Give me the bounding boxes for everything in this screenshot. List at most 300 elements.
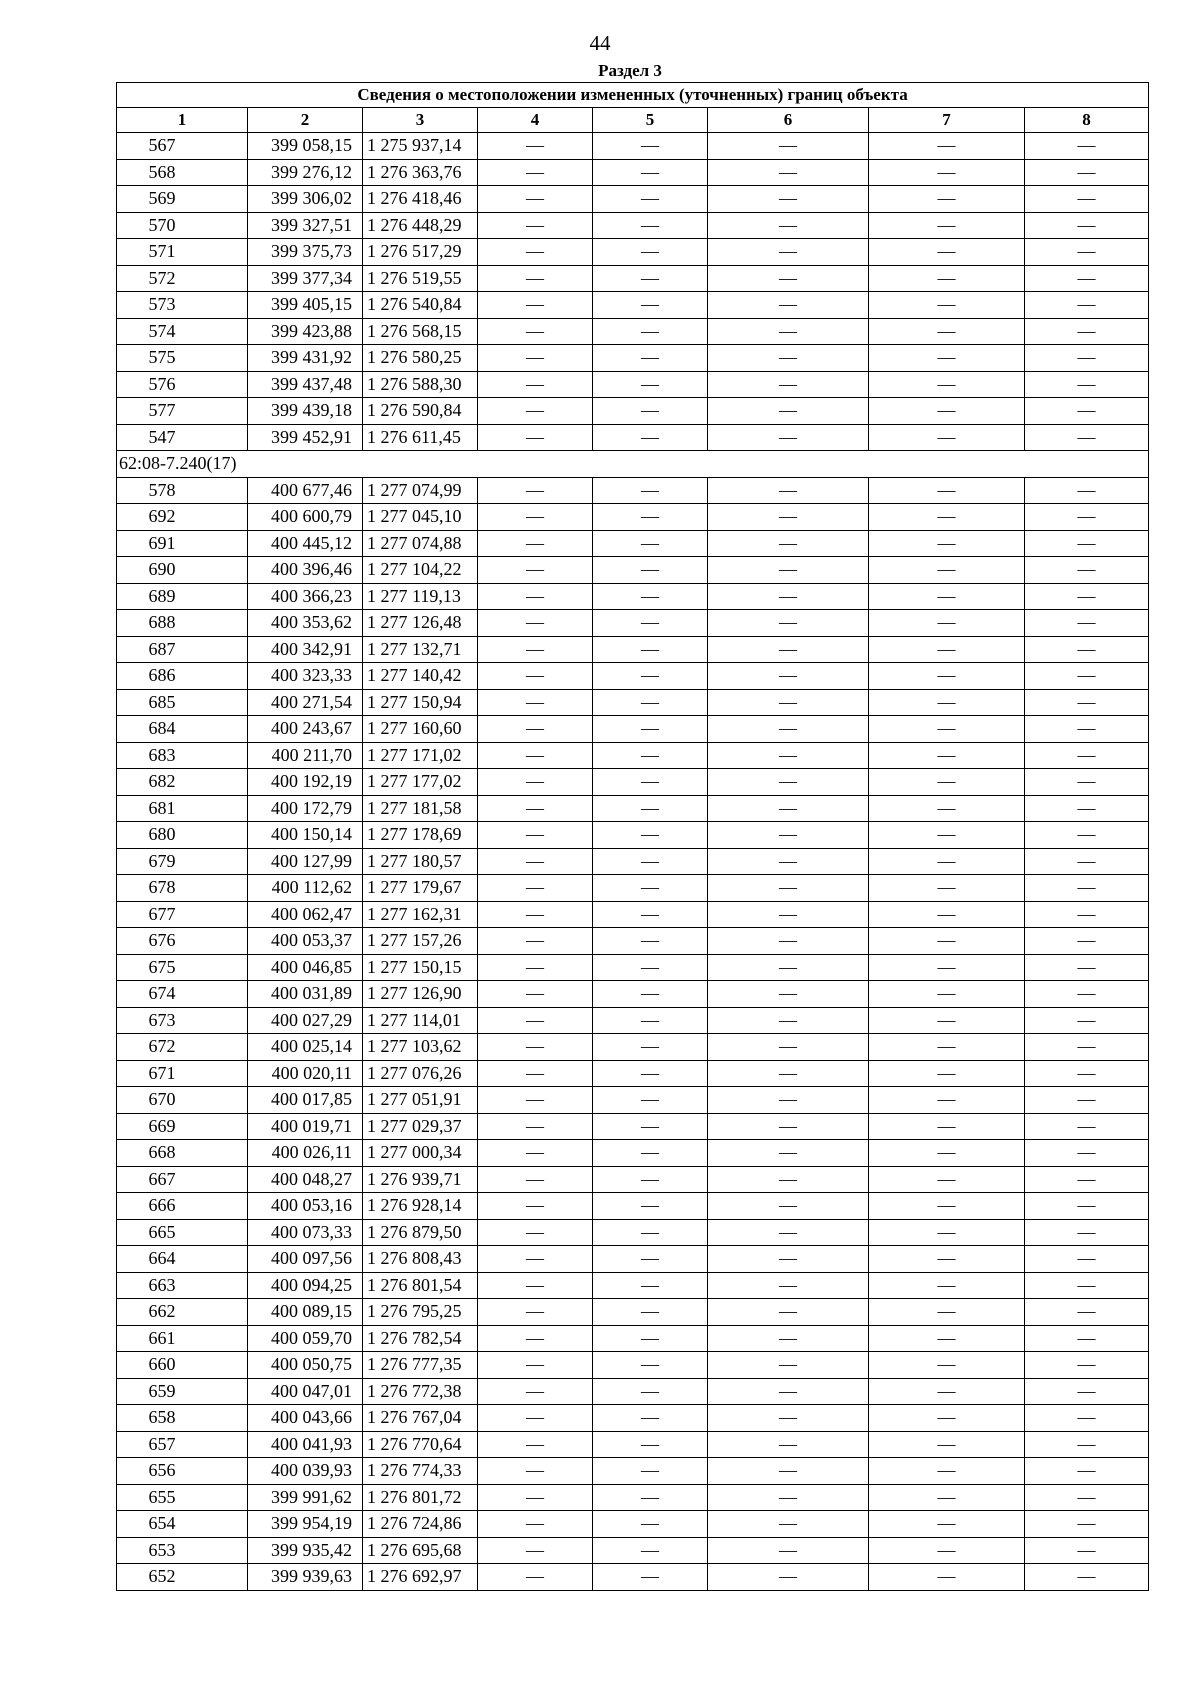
coordinate-x: 400 043,66 (248, 1405, 363, 1432)
empty-value-dash: — (593, 901, 708, 928)
empty-value-dash: — (1025, 1511, 1149, 1538)
coordinate-y: 1 277 126,90 (363, 981, 478, 1008)
empty-value-dash: — (478, 239, 593, 266)
empty-value-dash: — (593, 1564, 708, 1591)
empty-value-dash: — (593, 477, 708, 504)
coordinate-y: 1 276 772,38 (363, 1378, 478, 1405)
coordinate-x: 399 306,02 (248, 186, 363, 213)
table-row (117, 1325, 1149, 1352)
empty-value-dash: — (708, 954, 869, 981)
point-number: 679 (117, 848, 248, 875)
point-number: 660 (117, 1352, 248, 1379)
column-number: 1 (117, 108, 248, 133)
coordinate-y: 1 276 692,97 (363, 1564, 478, 1591)
empty-value-dash: — (593, 1113, 708, 1140)
empty-value-dash: — (1025, 1352, 1149, 1379)
table-row (117, 1034, 1149, 1061)
empty-value-dash: — (478, 848, 593, 875)
empty-value-dash: — (593, 371, 708, 398)
column-number: 3 (363, 108, 478, 133)
empty-value-dash: — (478, 901, 593, 928)
coordinate-y: 1 276 782,54 (363, 1325, 478, 1352)
coordinate-x: 400 150,14 (248, 822, 363, 849)
empty-value-dash: — (708, 1564, 869, 1591)
coordinate-y: 1 277 150,94 (363, 689, 478, 716)
empty-value-dash: — (708, 398, 869, 425)
empty-value-dash: — (593, 795, 708, 822)
empty-value-dash: — (478, 928, 593, 955)
coordinate-y: 1 276 879,50 (363, 1219, 478, 1246)
empty-value-dash: — (478, 212, 593, 239)
coordinate-y: 1 277 181,58 (363, 795, 478, 822)
point-number: 657 (117, 1431, 248, 1458)
empty-value-dash: — (869, 742, 1025, 769)
point-number: 677 (117, 901, 248, 928)
point-number: 653 (117, 1537, 248, 1564)
empty-value-dash: — (708, 1219, 869, 1246)
coordinate-x: 400 323,33 (248, 663, 363, 690)
point-number: 684 (117, 716, 248, 743)
coordinate-x: 400 192,19 (248, 769, 363, 796)
empty-value-dash: — (1025, 477, 1149, 504)
empty-value-dash: — (869, 265, 1025, 292)
table-row (117, 1431, 1149, 1458)
table-row (117, 795, 1149, 822)
table-row (117, 159, 1149, 186)
empty-value-dash: — (708, 1405, 869, 1432)
empty-value-dash: — (1025, 610, 1149, 637)
empty-value-dash: — (1025, 239, 1149, 266)
table-row (117, 1564, 1149, 1591)
coordinate-x: 400 366,23 (248, 583, 363, 610)
coordinate-x: 400 600,79 (248, 504, 363, 531)
empty-value-dash: — (478, 636, 593, 663)
coordinate-x: 400 019,71 (248, 1113, 363, 1140)
coordinate-y: 1 276 777,35 (363, 1352, 478, 1379)
empty-value-dash: — (869, 1537, 1025, 1564)
point-number: 669 (117, 1113, 248, 1140)
coordinate-x: 400 445,12 (248, 530, 363, 557)
empty-value-dash: — (1025, 504, 1149, 531)
coordinate-y: 1 276 568,15 (363, 318, 478, 345)
empty-value-dash: — (708, 530, 869, 557)
empty-value-dash: — (708, 1060, 869, 1087)
table-row (117, 1193, 1149, 1220)
point-number: 658 (117, 1405, 248, 1432)
table-row (117, 1511, 1149, 1538)
coordinate-y: 1 277 150,15 (363, 954, 478, 981)
empty-value-dash: — (1025, 557, 1149, 584)
coordinate-y: 1 277 160,60 (363, 716, 478, 743)
point-number: 575 (117, 345, 248, 372)
empty-value-dash: — (478, 742, 593, 769)
empty-value-dash: — (478, 1007, 593, 1034)
coordinate-y: 1 277 179,67 (363, 875, 478, 902)
coordinate-x: 400 026,11 (248, 1140, 363, 1167)
empty-value-dash: — (478, 318, 593, 345)
empty-value-dash: — (593, 133, 708, 160)
empty-value-dash: — (478, 371, 593, 398)
coordinate-y: 1 277 051,91 (363, 1087, 478, 1114)
point-number: 659 (117, 1378, 248, 1405)
empty-value-dash: — (708, 1140, 869, 1167)
empty-value-dash: — (593, 1484, 708, 1511)
coordinate-x: 400 039,93 (248, 1458, 363, 1485)
empty-value-dash: — (869, 1246, 1025, 1273)
coordinate-y: 1 275 937,14 (363, 133, 478, 160)
coordinate-x: 400 017,85 (248, 1087, 363, 1114)
empty-value-dash: — (708, 610, 869, 637)
coordinate-y: 1 276 801,72 (363, 1484, 478, 1511)
empty-value-dash: — (869, 1299, 1025, 1326)
point-number: 572 (117, 265, 248, 292)
empty-value-dash: — (869, 610, 1025, 637)
empty-value-dash: — (593, 1537, 708, 1564)
table-caption: Сведения о местоположении измененных (уточненных) границ объекта (117, 83, 1149, 108)
empty-value-dash: — (708, 557, 869, 584)
empty-value-dash: — (593, 1060, 708, 1087)
empty-value-dash: — (708, 795, 869, 822)
empty-value-dash: — (869, 1352, 1025, 1379)
table-row (117, 875, 1149, 902)
empty-value-dash: — (478, 663, 593, 690)
empty-value-dash: — (593, 1352, 708, 1379)
table-caption-row (117, 83, 1149, 108)
empty-value-dash: — (708, 1484, 869, 1511)
table-row (117, 1140, 1149, 1167)
empty-value-dash: — (593, 186, 708, 213)
coordinate-y: 1 277 157,26 (363, 928, 478, 955)
table-row (117, 610, 1149, 637)
empty-value-dash: — (1025, 875, 1149, 902)
table-row (117, 1007, 1149, 1034)
table-row (117, 769, 1149, 796)
column-number: 7 (869, 108, 1025, 133)
table-row (117, 1272, 1149, 1299)
coordinate-x: 400 050,75 (248, 1352, 363, 1379)
empty-value-dash: — (708, 133, 869, 160)
empty-value-dash: — (593, 424, 708, 451)
empty-value-dash: — (593, 1219, 708, 1246)
coordinate-y: 1 277 076,26 (363, 1060, 478, 1087)
point-number: 688 (117, 610, 248, 637)
empty-value-dash: — (869, 795, 1025, 822)
coordinate-x: 400 243,67 (248, 716, 363, 743)
page-number: 44 (589, 31, 611, 55)
empty-value-dash: — (869, 716, 1025, 743)
coordinate-x: 399 327,51 (248, 212, 363, 239)
empty-value-dash: — (869, 822, 1025, 849)
empty-value-dash: — (708, 424, 869, 451)
empty-value-dash: — (593, 1140, 708, 1167)
empty-value-dash: — (869, 1325, 1025, 1352)
empty-value-dash: — (478, 1537, 593, 1564)
empty-value-dash: — (593, 1325, 708, 1352)
empty-value-dash: — (478, 1484, 593, 1511)
table-row (117, 557, 1149, 584)
coordinate-x: 399 377,34 (248, 265, 363, 292)
empty-value-dash: — (869, 1484, 1025, 1511)
point-number: 661 (117, 1325, 248, 1352)
empty-value-dash: — (708, 636, 869, 663)
empty-value-dash: — (1025, 928, 1149, 955)
empty-value-dash: — (708, 318, 869, 345)
coordinate-x: 400 112,62 (248, 875, 363, 902)
table-row (117, 1166, 1149, 1193)
empty-value-dash: — (593, 716, 708, 743)
empty-value-dash: — (1025, 265, 1149, 292)
coordinate-y: 1 276 517,29 (363, 239, 478, 266)
coordinate-x: 399 452,91 (248, 424, 363, 451)
empty-value-dash: — (593, 636, 708, 663)
point-number: 685 (117, 689, 248, 716)
table-row (117, 928, 1149, 955)
empty-value-dash: — (869, 557, 1025, 584)
table-row (117, 1405, 1149, 1432)
coordinate-x: 400 677,46 (248, 477, 363, 504)
table-row (117, 424, 1149, 451)
coordinate-y: 1 276 588,30 (363, 371, 478, 398)
empty-value-dash: — (478, 530, 593, 557)
table-row (117, 901, 1149, 928)
empty-value-dash: — (593, 1378, 708, 1405)
point-number: 570 (117, 212, 248, 239)
table-row (117, 822, 1149, 849)
empty-value-dash: — (869, 1219, 1025, 1246)
point-number: 667 (117, 1166, 248, 1193)
empty-value-dash: — (708, 1113, 869, 1140)
empty-value-dash: — (1025, 716, 1149, 743)
empty-value-dash: — (593, 1299, 708, 1326)
point-number: 569 (117, 186, 248, 213)
point-number: 655 (117, 1484, 248, 1511)
coordinate-x: 400 046,85 (248, 954, 363, 981)
table-row (117, 477, 1149, 504)
empty-value-dash: — (708, 1378, 869, 1405)
table-row (117, 212, 1149, 239)
empty-value-dash: — (708, 1272, 869, 1299)
empty-value-dash: — (1025, 901, 1149, 928)
empty-value-dash: — (708, 1007, 869, 1034)
empty-value-dash: — (869, 1193, 1025, 1220)
point-number: 671 (117, 1060, 248, 1087)
table-row (117, 636, 1149, 663)
table-row (117, 1537, 1149, 1564)
coordinate-y: 1 277 114,01 (363, 1007, 478, 1034)
point-number: 670 (117, 1087, 248, 1114)
empty-value-dash: — (593, 928, 708, 955)
coordinate-x: 399 375,73 (248, 239, 363, 266)
coordinate-y: 1 277 074,88 (363, 530, 478, 557)
empty-value-dash: — (869, 954, 1025, 981)
point-number: 652 (117, 1564, 248, 1591)
section-title: Раздел 3 (598, 61, 662, 80)
empty-value-dash: — (593, 1431, 708, 1458)
column-number: 5 (593, 108, 708, 133)
empty-value-dash: — (478, 954, 593, 981)
empty-value-dash: — (1025, 186, 1149, 213)
point-number: 666 (117, 1193, 248, 1220)
coordinate-y: 1 276 695,68 (363, 1537, 478, 1564)
empty-value-dash: — (478, 1219, 593, 1246)
empty-value-dash: — (593, 1087, 708, 1114)
empty-value-dash: — (1025, 742, 1149, 769)
coordinate-x: 400 059,70 (248, 1325, 363, 1352)
table-row (117, 265, 1149, 292)
coordinate-y: 1 276 928,14 (363, 1193, 478, 1220)
point-number: 662 (117, 1299, 248, 1326)
coordinate-x: 400 097,56 (248, 1246, 363, 1273)
empty-value-dash: — (1025, 822, 1149, 849)
empty-value-dash: — (708, 822, 869, 849)
coordinate-x: 400 089,15 (248, 1299, 363, 1326)
empty-value-dash: — (869, 239, 1025, 266)
coordinate-x: 400 025,14 (248, 1034, 363, 1061)
empty-value-dash: — (1025, 530, 1149, 557)
coordinate-y: 1 277 029,37 (363, 1113, 478, 1140)
coordinate-y: 1 277 126,48 (363, 610, 478, 637)
empty-value-dash: — (869, 477, 1025, 504)
empty-value-dash: — (593, 1034, 708, 1061)
empty-value-dash: — (708, 1352, 869, 1379)
empty-value-dash: — (869, 769, 1025, 796)
coordinate-y: 1 277 171,02 (363, 742, 478, 769)
column-number: 8 (1025, 108, 1149, 133)
empty-value-dash: — (1025, 1405, 1149, 1432)
empty-value-dash: — (1025, 1007, 1149, 1034)
empty-value-dash: — (593, 1193, 708, 1220)
empty-value-dash: — (593, 981, 708, 1008)
coordinate-y: 1 276 418,46 (363, 186, 478, 213)
empty-value-dash: — (1025, 1034, 1149, 1061)
empty-value-dash: — (869, 530, 1025, 557)
empty-value-dash: — (708, 716, 869, 743)
point-number: 576 (117, 371, 248, 398)
coordinate-x: 399 939,63 (248, 1564, 363, 1591)
coordinate-y: 1 276 808,43 (363, 1246, 478, 1273)
empty-value-dash: — (708, 1458, 869, 1485)
empty-value-dash: — (593, 583, 708, 610)
empty-value-dash: — (593, 1458, 708, 1485)
empty-value-dash: — (708, 848, 869, 875)
coordinate-x: 400 342,91 (248, 636, 363, 663)
empty-value-dash: — (593, 875, 708, 902)
table-row (117, 1113, 1149, 1140)
empty-value-dash: — (708, 212, 869, 239)
empty-value-dash: — (593, 742, 708, 769)
point-number: 567 (117, 133, 248, 160)
empty-value-dash: — (869, 1458, 1025, 1485)
point-number: 665 (117, 1219, 248, 1246)
point-number: 663 (117, 1272, 248, 1299)
point-number: 672 (117, 1034, 248, 1061)
empty-value-dash: — (869, 981, 1025, 1008)
table-row (117, 848, 1149, 875)
empty-value-dash: — (1025, 1272, 1149, 1299)
coordinate-x: 400 073,33 (248, 1219, 363, 1246)
coordinate-y: 1 277 074,99 (363, 477, 478, 504)
column-number-row (117, 108, 1149, 133)
empty-value-dash: — (478, 1378, 593, 1405)
empty-value-dash: — (478, 133, 593, 160)
coordinate-y: 1 276 540,84 (363, 292, 478, 319)
point-number: 577 (117, 398, 248, 425)
empty-value-dash: — (593, 1511, 708, 1538)
empty-value-dash: — (593, 954, 708, 981)
empty-value-dash: — (708, 292, 869, 319)
empty-value-dash: — (478, 1060, 593, 1087)
empty-value-dash: — (478, 1325, 593, 1352)
empty-value-dash: — (708, 663, 869, 690)
table-row (117, 1060, 1149, 1087)
empty-value-dash: — (478, 557, 593, 584)
table-row (117, 371, 1149, 398)
coordinate-x: 400 020,11 (248, 1060, 363, 1087)
coordinate-y: 1 276 795,25 (363, 1299, 478, 1326)
empty-value-dash: — (478, 981, 593, 1008)
empty-value-dash: — (708, 769, 869, 796)
empty-value-dash: — (478, 424, 593, 451)
empty-value-dash: — (869, 689, 1025, 716)
empty-value-dash: — (593, 689, 708, 716)
empty-value-dash: — (593, 265, 708, 292)
empty-value-dash: — (708, 504, 869, 531)
empty-value-dash: — (593, 1405, 708, 1432)
empty-value-dash: — (708, 742, 869, 769)
empty-value-dash: — (708, 477, 869, 504)
empty-value-dash: — (478, 822, 593, 849)
empty-value-dash: — (593, 345, 708, 372)
coordinate-x: 400 271,54 (248, 689, 363, 716)
table-row (117, 1458, 1149, 1485)
empty-value-dash: — (869, 875, 1025, 902)
empty-value-dash: — (869, 1034, 1025, 1061)
coordinate-y: 1 277 180,57 (363, 848, 478, 875)
empty-value-dash: — (478, 583, 593, 610)
group-row (117, 451, 1149, 478)
column-number: 4 (478, 108, 593, 133)
empty-value-dash: — (1025, 398, 1149, 425)
coordinate-y: 1 276 774,33 (363, 1458, 478, 1485)
empty-value-dash: — (869, 186, 1025, 213)
empty-value-dash: — (1025, 663, 1149, 690)
point-number: 571 (117, 239, 248, 266)
empty-value-dash: — (1025, 1325, 1149, 1352)
empty-value-dash: — (478, 1458, 593, 1485)
table-row (117, 504, 1149, 531)
point-number: 573 (117, 292, 248, 319)
point-number: 691 (117, 530, 248, 557)
empty-value-dash: — (478, 795, 593, 822)
coordinate-x: 399 431,92 (248, 345, 363, 372)
empty-value-dash: — (1025, 1484, 1149, 1511)
empty-value-dash: — (478, 1431, 593, 1458)
point-number: 690 (117, 557, 248, 584)
empty-value-dash: — (1025, 954, 1149, 981)
empty-value-dash: — (593, 557, 708, 584)
table-row (117, 398, 1149, 425)
point-number: 673 (117, 1007, 248, 1034)
empty-value-dash: — (869, 212, 1025, 239)
empty-value-dash: — (1025, 689, 1149, 716)
coordinate-x: 399 405,15 (248, 292, 363, 319)
coordinate-x: 400 053,37 (248, 928, 363, 955)
point-number: 674 (117, 981, 248, 1008)
table-row (117, 530, 1149, 557)
empty-value-dash: — (1025, 1299, 1149, 1326)
coordinate-y: 1 276 801,54 (363, 1272, 478, 1299)
empty-value-dash: — (478, 716, 593, 743)
